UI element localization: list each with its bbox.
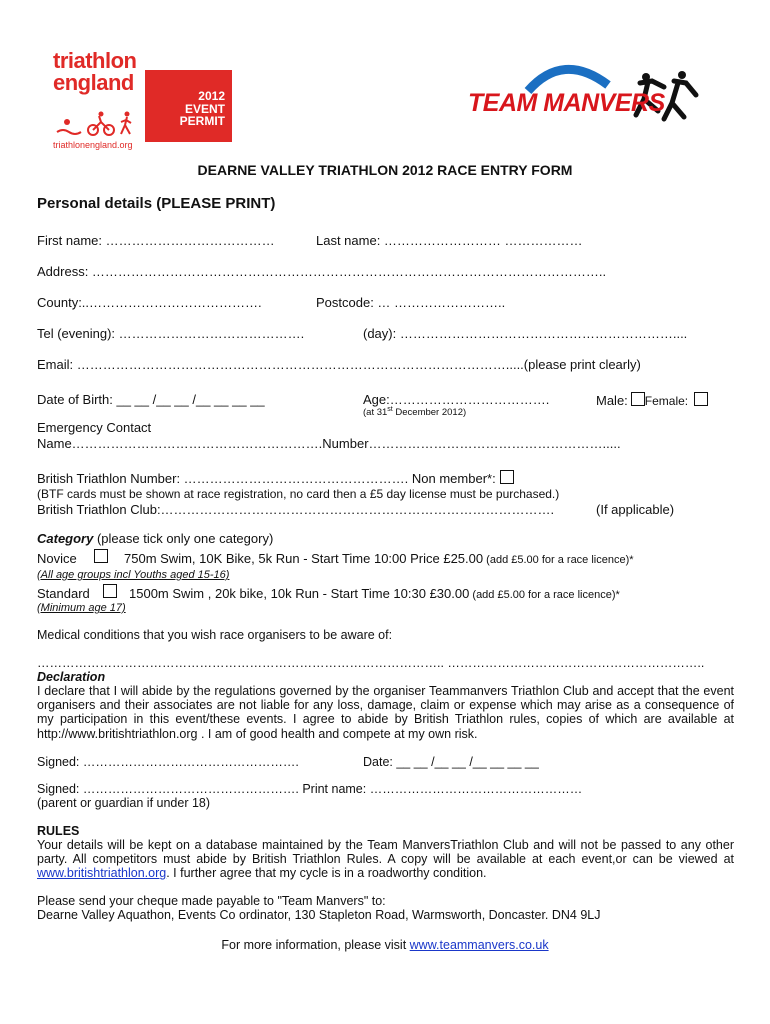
- team-manvers-logo: [468, 55, 703, 130]
- novice-description: 750m Swim, 10K Bike, 5k Run - Start Time 10:00 Price £25.00 (add £5.00 for a race licence)*: [124, 551, 634, 566]
- logo-word-england: england: [53, 70, 134, 95]
- guardian-note: (parent or guardian if under 18): [37, 796, 211, 810]
- postcode-field[interactable]: Postcode: … ……………………..: [316, 295, 506, 310]
- form-title: DEARNE VALLEY TRIATHLON 2012 RACE ENTRY FORM: [197, 162, 573, 178]
- novice-checkbox[interactable]: [94, 549, 108, 563]
- event-permit-badge: [145, 70, 232, 142]
- address-field[interactable]: Address: ………………………………………………………………………………………………………..: [37, 264, 607, 279]
- payment-address: Dearne Valley Aquathon, Events Co ordinator, 130 Stapleton Road, Warmsworth, Doncaster. DN4 9LJ: [37, 908, 601, 922]
- male-label: Male:: [596, 393, 628, 408]
- age-note: (at 31st December 2012): [363, 406, 467, 419]
- novice-age-note: (All age groups incl Youths aged 15-16): [37, 569, 230, 581]
- female-checkbox[interactable]: [694, 392, 708, 406]
- email-field[interactable]: Email: ……………………………………………………………………………………….....(please print clearly): [37, 357, 641, 372]
- btf-number-field[interactable]: British Triathlon Number: ……………………………………………. Non member*:: [37, 470, 514, 486]
- rules-text: Your details will be kept on a database maintained by the Team ManversTriathlon Club and will not be passed to any other party. All competitors must abide by British Triathlon Rules. A copy will be available at each event,or can be viewed at www.britishtriathlon.org. I further agree that my cycle is in a roadworthy condition.: [37, 838, 734, 881]
- logo-url: triathlonengland.org: [53, 140, 133, 150]
- teammanvers-link[interactable]: www.teammanvers.co.uk: [409, 938, 549, 952]
- non-member-checkbox[interactable]: [500, 470, 514, 484]
- county-field[interactable]: County:..………………………………….: [37, 295, 262, 310]
- team-manvers-wordmark: TEAM MANVERS: [468, 89, 665, 117]
- signed-field[interactable]: Signed: …………………………………………….: [37, 755, 299, 769]
- footer-info: For more information, please visit www.teammanvers.co.uk: [221, 938, 549, 952]
- badge-permit: PERMIT: [179, 114, 225, 128]
- logo-word-triathlon: triathlon: [53, 48, 137, 73]
- badge-year: 2012: [198, 89, 225, 103]
- btf-club-field[interactable]: British Triathlon Club:……………………………………………………………………………….: [37, 502, 555, 517]
- britishtriathlon-link[interactable]: www.britishtriathlon.org: [37, 866, 167, 881]
- tel-evening-field[interactable]: Tel (evening): …………………………………….: [37, 326, 305, 341]
- standard-age-note: (Minimum age 17): [37, 602, 126, 614]
- personal-details-heading: Personal details (PLEASE PRINT): [37, 195, 276, 212]
- if-applicable-label: (If applicable): [596, 502, 675, 517]
- btf-card-note: (BTF cards must be shown at race registration, no card then a £5 day license must be purchased.): [37, 487, 560, 501]
- first-name-field[interactable]: First name: …………………………………: [37, 233, 275, 248]
- last-name-field[interactable]: Last name: ……………………… ………………: [316, 233, 583, 248]
- male-checkbox[interactable]: [631, 392, 645, 406]
- payment-instruction: Please send your cheque made payable to "Team Manvers" to:: [37, 894, 386, 908]
- standard-description: 1500m Swim , 20k bike, 10k Run - Start Time 10:30 £30.00 (add £5.00 for a race licence)*: [129, 586, 620, 601]
- standard-label: Standard: [37, 586, 90, 601]
- emergency-contact-label: Emergency Contact: [37, 420, 152, 435]
- rules-heading: RULES: [37, 824, 80, 838]
- female-label: Female:: [644, 394, 689, 408]
- signature-date-field[interactable]: Date: __ __ /__ __ /__ __ __ __: [363, 755, 539, 769]
- medical-conditions-label: Medical conditions that you wish race organisers to be aware of:: [37, 628, 393, 642]
- medical-conditions-field[interactable]: …………………………………………………………………………………….. ……………………………………………………..: [37, 656, 705, 670]
- triathlete-figures-icon: [55, 110, 145, 136]
- age-field[interactable]: Age:……………………………….: [363, 392, 550, 407]
- guardian-signature-field[interactable]: Signed: ……………………………………………. Print name: ……………………………………………: [37, 782, 583, 796]
- standard-checkbox[interactable]: [103, 584, 117, 598]
- novice-label: Novice: [37, 551, 77, 566]
- gender-options: [596, 392, 708, 408]
- category-heading: Category (please tick only one category): [37, 531, 274, 546]
- emergency-contact-field[interactable]: Name………………………………………………….Number……………………………………………….....: [37, 436, 621, 451]
- declaration-heading: Declaration: [37, 670, 106, 684]
- badge-event: EVENT: [184, 101, 225, 116]
- declaration-text: I declare that I will abide by the regulations governed by the organiser Teammanvers Triathlon Club and accept that the event organisers and their associates are not liable for any loss, damage, claim or expense which may arise as a consequence of my participation in this event/these events. I agree to abide by British Triathlon rules, copies of which are available at http://www.britishtriathlon.org . I am of good health and compete at my own risk.: [37, 684, 734, 741]
- date-of-birth-field[interactable]: Date of Birth: __ __ /__ __ /__ __ __ __: [37, 392, 265, 407]
- tel-day-field[interactable]: (day): ………………………………………………………....: [363, 326, 688, 341]
